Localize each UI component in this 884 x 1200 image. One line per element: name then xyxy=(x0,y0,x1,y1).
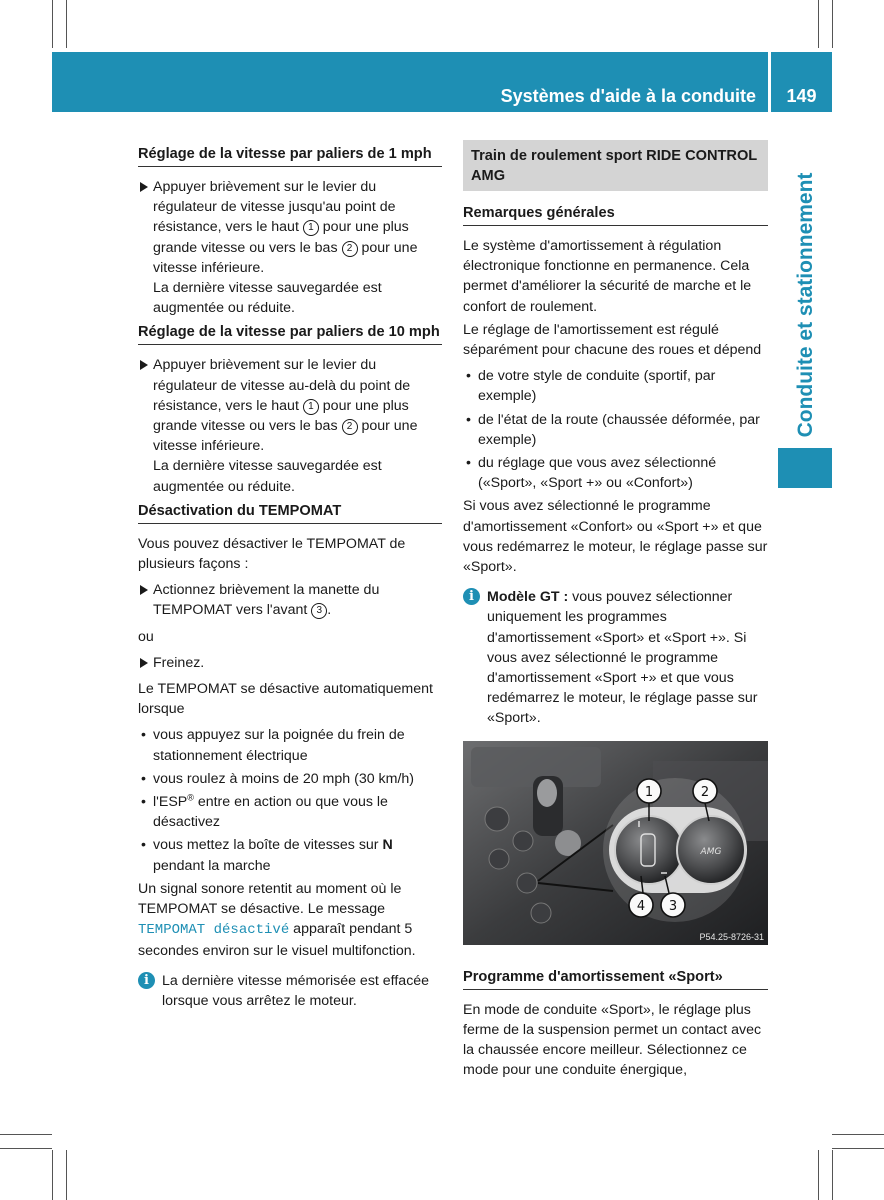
info-note: i Modèle GT : vous pouvez sélectionner uniquement les programmes d'amortissement «Sport» et «Sport +». Si vous avez sélectionné le programme d'amortissement «Sport +» et que vous redémarrez le moteur, le réglage passe sur «Sport». xyxy=(463,587,768,728)
instruction-step: Actionnez brièvement la manette du TEMPOMAT vers l'avant 3 . xyxy=(138,580,442,620)
crop-mark xyxy=(818,0,819,48)
crop-mark xyxy=(832,1134,884,1135)
list-item: • du réglage que vous avez sélectionné («Sport», «Sport +» ou «Confort») xyxy=(466,455,717,492)
page-header xyxy=(52,52,768,112)
section-heading: Remarques générales xyxy=(463,203,768,226)
crop-mark xyxy=(0,1134,52,1135)
callout-number: 1 xyxy=(303,220,319,236)
amg-button-label: AMG xyxy=(700,846,722,857)
instruction-step: Freinez. xyxy=(138,653,442,673)
list-item: • vous roulez à moins de 20 mph (30 km/h) xyxy=(141,770,415,787)
photo-reference-code: P54.25-8726-31 xyxy=(699,931,764,942)
paragraph: Si vous avez sélectionné le programme d'amortissement «Confort» ou «Sport +» et que vous redémarrez le moteur, le réglage passe sur «Sport». xyxy=(463,498,768,576)
list-item: • l'ESP® entre en action ou que vous le désactivez xyxy=(141,792,388,831)
paragraph: Un signal sonore retentit au moment où le TEMPOMAT se désactive. Le message TEMPOMAT désactivé apparaît pendant 5 secondes environ sur le visuel multifonction. xyxy=(138,880,416,959)
console-illustration xyxy=(463,741,768,945)
step-arrow-icon xyxy=(140,585,148,595)
photo-callout-1: 1 xyxy=(644,784,654,800)
step-arrow-icon xyxy=(140,182,148,192)
step-result: La dernière vitesse sauvegardée est augmentée ou réduite. xyxy=(153,458,382,495)
crop-mark xyxy=(66,0,67,48)
crop-mark xyxy=(52,1150,53,1200)
crop-mark xyxy=(52,0,53,48)
crop-mark xyxy=(832,0,833,48)
section-heading: Programme d'amortissement «Sport» xyxy=(463,967,768,990)
step-arrow-icon xyxy=(140,658,148,668)
instruction-step: Appuyer brièvement sur le levier du régulateur de vitesse jusqu'au point de résistance, vers le haut 1 pour une plus grande vitesse ou vers le bas 2 pour une vitesse inférieure. La dernière vitesse sauvegardée est augmentée ou réduite. xyxy=(138,177,442,318)
section-heading: Désactivation du TEMPOMAT xyxy=(138,501,442,524)
ride-control-photo xyxy=(463,741,768,945)
paragraph: ou xyxy=(138,628,154,645)
photo-callout-4: 4 xyxy=(636,898,646,914)
list-item: • vous mettez la boîte de vitesses sur N pendant la marche xyxy=(141,837,393,874)
paragraph: Le réglage de l'amortissement est régulé séparément pour chacune des roues et dépend xyxy=(463,321,762,359)
right-column xyxy=(463,140,768,1080)
section-heading: Réglage de la vitesse par paliers de 1 mph xyxy=(138,144,442,167)
list-item: • de votre style de conduite (sportif, par exemple) xyxy=(466,368,716,405)
page-number-tab xyxy=(771,52,832,112)
callout-number: 1 xyxy=(303,399,319,415)
paragraph: Le TEMPOMAT se désactive automatiquement lorsque xyxy=(138,681,433,718)
paragraph: En mode de conduite «Sport», le réglage plus ferme de la suspension permet un contact avec la chaussée encore meilleur. Sélectionnez ce mode pour une conduite énergique, xyxy=(463,1001,762,1079)
crop-mark xyxy=(66,1150,67,1200)
callout-number: 2 xyxy=(342,241,358,257)
list-item: • de l'état de la route (chaussée déformée, par exemple) xyxy=(466,411,760,448)
info-icon: i xyxy=(463,588,480,605)
list-item: • vous appuyez sur la poignée du frein de stationnement électrique xyxy=(141,727,405,764)
photo-callout-3: 3 xyxy=(668,898,678,914)
crop-mark xyxy=(832,1148,884,1149)
info-note: i La dernière vitesse mémorisée est effacée lorsque vous arrêtez le moteur. xyxy=(138,971,442,1011)
instruction-step: Appuyer brièvement sur le levier du régulateur de vitesse au-delà du point de résistance, vers le haut 1 pour une plus grande vitesse ou vers le bas 2 pour une vitesse inférieure. La dernière vitesse sauvegardée est augmentée ou réduite. xyxy=(138,355,442,496)
page-title: Systèmes d'aide à la conduite xyxy=(500,86,756,106)
info-icon: i xyxy=(138,972,155,989)
crop-mark xyxy=(818,1150,819,1200)
callout-number: 3 xyxy=(311,603,327,619)
side-chapter-label: Conduite et stationnement xyxy=(794,172,817,438)
section-title-box: Train de roulement sport RIDE CONTROL AMG xyxy=(463,140,768,191)
crop-mark xyxy=(0,1148,52,1149)
step-result: La dernière vitesse sauvegardée est augmentée ou réduite. xyxy=(153,280,382,317)
photo-callout-2: 2 xyxy=(700,784,710,800)
display-message: TEMPOMAT désactivé xyxy=(138,922,290,939)
crop-mark xyxy=(832,1150,833,1200)
page-number: 149 xyxy=(786,86,817,106)
left-column xyxy=(138,140,442,1011)
step-arrow-icon xyxy=(140,360,148,370)
side-chapter-tab xyxy=(778,448,832,488)
paragraph: Le système d'amortissement à régulation électronique fonctionne en permanence. Cela permet d'améliorer la sécurité de marche et le confort de roulement. xyxy=(463,238,752,315)
paragraph: Vous pouvez désactiver le TEMPOMAT de plusieurs façons : xyxy=(138,535,406,573)
callout-number: 2 xyxy=(342,419,358,435)
section-heading: Réglage de la vitesse par paliers de 10 mph xyxy=(138,322,442,345)
